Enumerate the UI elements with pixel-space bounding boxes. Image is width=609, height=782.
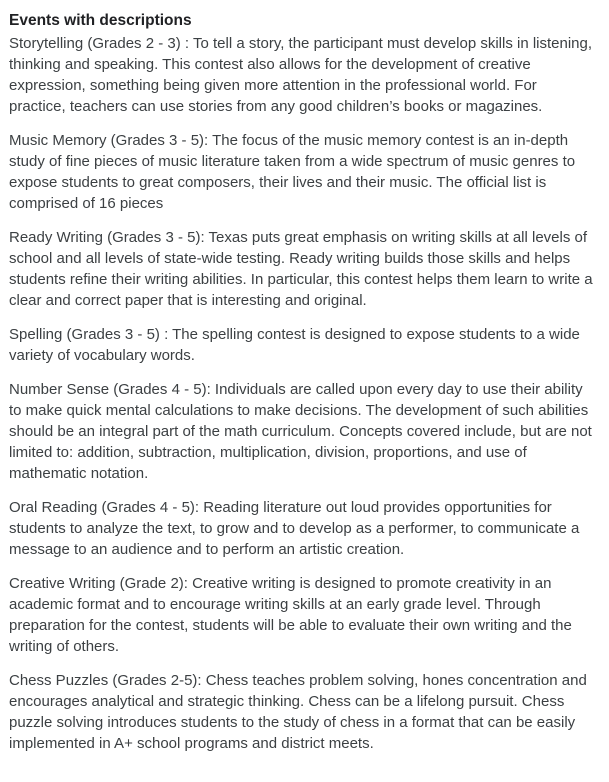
event-description-oral-reading: Oral Reading (Grades 4 - 5): Reading literature out loud provides opportunities for students to analyze the text, to grow and to develop as a performer, to communicate a message to an audience and to perform an artistic creation.: [9, 499, 580, 558]
event-description-storytelling: Storytelling (Grades 2 - 3) : To tell a story, the participant must develop skills in listening, thinking and speaking. This contest also allows for the development of creative expression, something being given more attention in the professional world. For practice, teachers can use stories from any good children’s books or magazines.: [9, 35, 593, 115]
event-description-spelling: Spelling (Grades 3 - 5) : The spelling contest is designed to expose students to a wide variety of vocabulary words.: [9, 326, 580, 364]
event-description-music-memory: Music Memory (Grades 3 - 5): The focus of the music memory contest is an in-depth study of fine pieces of music literature taken from a wide spectrum of music genres to expose students to great composers, their lives and their music. The official list is comprised of 16 pieces: [9, 132, 576, 212]
event-description-chess-puzzles: Chess Puzzles (Grades 2-5): Chess teaches problem solving, hones concentration and encourages analytical and strategic thinking. Chess can be a lifelong pursuit. Chess puzzle solving introduces students to the study of chess in a format that can be easily implemented in A+ school programs and district meets.: [9, 672, 587, 752]
event-description-number-sense: Number Sense (Grades 4 - 5): Individuals are called upon every day to use their ability to make quick mental calculations to make decisions. The development of such abilities should be an integral part of the math curriculum. Concepts covered include, but are not limited to: addition, subtraction, multiplication, division, proportions, and use of mathematic notation.: [9, 381, 592, 482]
event-description-ready-writing: Ready Writing (Grades 3 - 5): Texas puts great emphasis on writing skills at all levels of school and all levels of state-wide testing. Ready writing builds those skills and helps students refine their writing abilities. In particular, this contest helps them learn to write a clear and correct paper that is interesting and original.: [9, 229, 593, 309]
event-description-creative-writing: Creative Writing (Grade 2): Creative writing is designed to promote creativity in an academic format and to encourage writing skills at an early grade level. Through preparation for the contest, students will be able to evaluate their own writing and the writing of others.: [9, 575, 572, 655]
page-title: Events with descriptions: [9, 12, 192, 29]
